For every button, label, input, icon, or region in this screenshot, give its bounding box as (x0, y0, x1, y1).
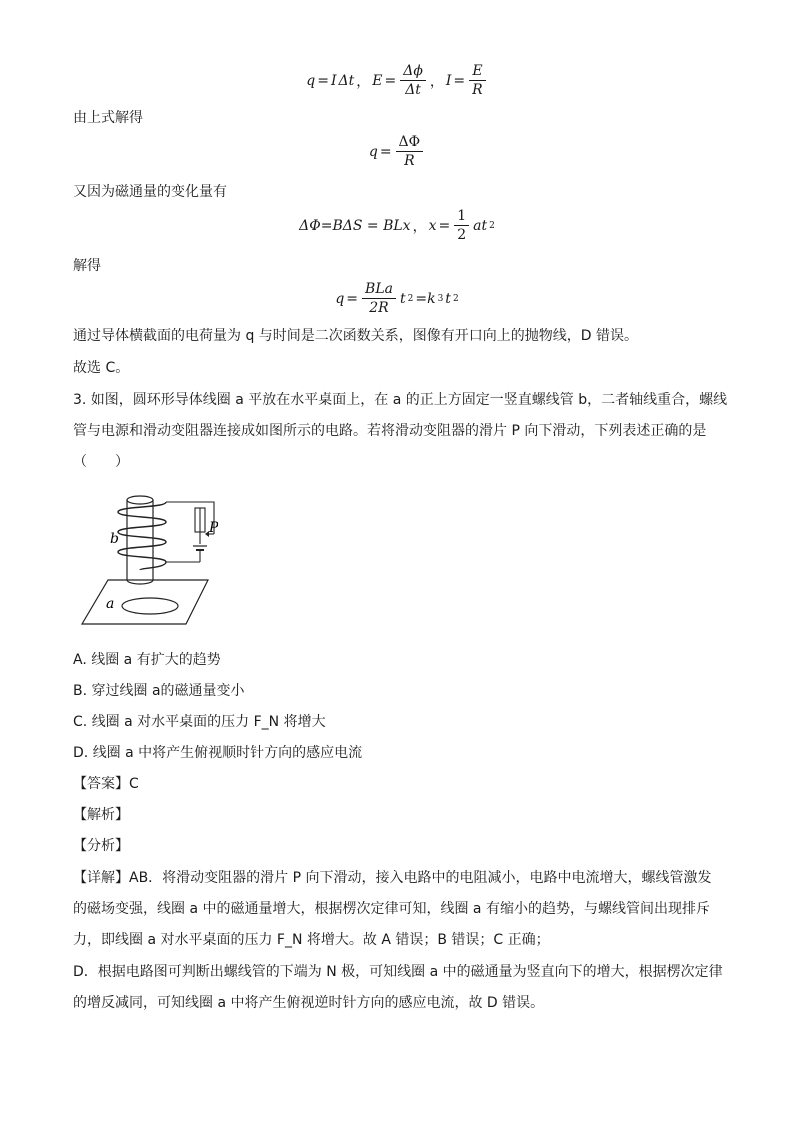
question-3-stem: 管与电源和滑动变阻器连接成如图所示的电路。若将滑动变阻器的滑片 P 向下滑动，下列表述正确的是 (73, 423, 707, 439)
formula-var: q (306, 72, 316, 89)
formula-q-dphi-r: q = $\frac{\Delta\Phi}{R}$ (0, 133, 794, 170)
text-line: 又因为磁通量的变化量有 (73, 184, 227, 200)
fraction-dPhi-r: $\frac{\Delta\Phi}{R}$ (396, 133, 424, 170)
option-d[interactable]: D. 线圈 a 中将产生俯视顺时针方向的感应电流 (73, 745, 363, 761)
text-line: 解得 (73, 258, 101, 274)
question-3-stem: 3. 如图，圆环形导体线圈 a 平放在水平桌面上，在 a 的正上方固定一竖直螺线管 b，二者轴线重合，螺线 (73, 392, 728, 408)
fraction-dphi-dt: $\frac{\Delta\phi}{\Delta t}$ (400, 62, 426, 99)
text-line: 故选 C。 (73, 360, 130, 376)
label-b: b (110, 531, 119, 547)
formula-sep: ， (356, 73, 371, 90)
text-line: 由上式解得 (73, 110, 143, 126)
fraction-bla-2r: $\frac{\text{BLa}}{2R}$ (362, 280, 396, 317)
table-plane (82, 580, 208, 624)
answer-value: C (129, 776, 139, 792)
detail-line: 力，即线圈 a 对水平桌面的压力 F_N 将增大。故 A 错误；B 错误；C 正确； (73, 932, 550, 948)
solenoid-coil-figure (78, 488, 218, 628)
fenxi-tag: 【分析】 (73, 838, 129, 854)
option-c[interactable]: C. 线圈 a 对水平桌面的压力 F_N 将增大 (73, 714, 326, 730)
formula-var: I (330, 72, 337, 89)
fraction-e-r: $\frac{E}{R}$ (469, 62, 486, 99)
text-line: 通过导体横截面的电荷量为 q 与时间是二次函数关系，图像有开口向上的抛物线，D 错误。 (73, 328, 639, 344)
formula-q-quadratic: q = $\frac{\text{BLa}}{2R}$ t 2 =k 3 t 2 (335, 281, 459, 316)
detail-tag: 【详解】 (73, 870, 129, 886)
label-a: a (106, 596, 115, 612)
answer-tag: 【答案】 (73, 776, 129, 792)
fraction-one-half: $\frac{1}{2}$ (454, 207, 469, 244)
formula-flux-change: ΔΦ=BΔS = BLx ， x = $\frac{1}{2}$ at 2 (299, 208, 495, 243)
detail-line: 【详解】AB．将滑动变阻器的滑片 P 向下滑动，接入电路中的电阻减小，电路中电流增大，螺线管激发 (73, 870, 712, 886)
formula-charge-emf-current: q = I Δt ， E = $\frac{\Delta\phi}{\Delta t}$ ， I = $\frac{E}{R}$ (0, 62, 794, 99)
detail-line: D．根据电路图可判断出螺线管的下端为 N 极，可知线圈 a 中的磁通量为竖直向下的增大，根据楞次定律 (73, 964, 723, 980)
formula-var: I (445, 72, 452, 89)
option-a[interactable]: A. 线圈 a 有扩大的趋势 (73, 652, 221, 668)
label-p: P (209, 520, 218, 536)
detail-line: 的磁场变强，线圈 a 中的磁通量增大，根据楞次定律可知，线圈 a 有缩小的趋势，与螺线管间出现排斥 (73, 901, 710, 917)
solenoid-winding (118, 502, 166, 570)
detail-line: 的增反减同，可知线圈 a 中将产生俯视逆时针方向的感应电流，故 D 错误。 (73, 995, 545, 1011)
analysis-tag: 【解析】 (73, 807, 129, 823)
formula-var: Δt (338, 72, 355, 89)
ring-coil-a (122, 598, 178, 614)
formula-op: = (317, 72, 329, 89)
answer-line (73, 774, 139, 794)
option-b[interactable]: B. 穿过线圈 a的磁通量变小 (73, 683, 245, 699)
formula-var: E (372, 72, 383, 89)
question-3-bracket: （ ） (73, 454, 129, 470)
